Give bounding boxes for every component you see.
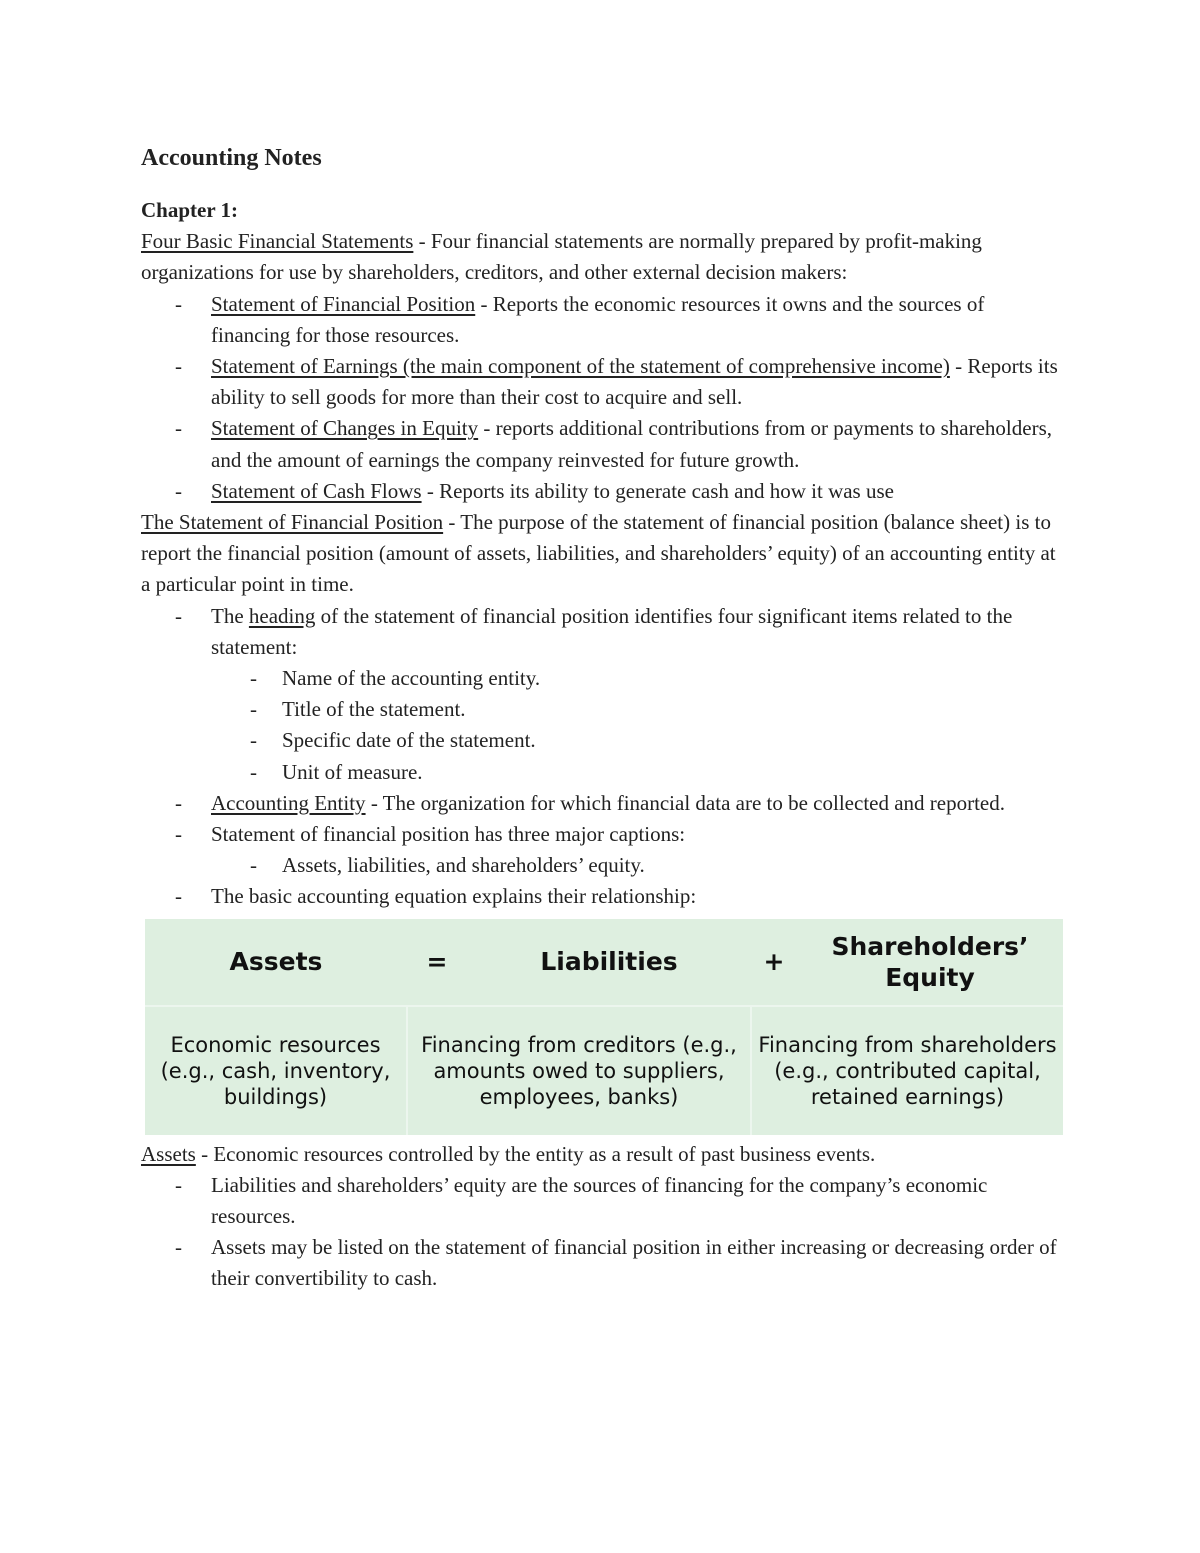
list-item-heading: - The heading of the statement of financial position identifies four significant items related to the statement:: [141, 601, 1066, 663]
sub-list-item: - Title of the statement.: [141, 694, 1066, 725]
equity-description: Financing from shareholders (e.g., contributed capital, retained earnings): [751, 1006, 1063, 1135]
dash-bullet: -: [250, 666, 257, 691]
list-item: - Statement of Changes in Equity - reports additional contributions from or payments to shareholders, and the amount of earnings the company reinvested for future growth.: [141, 413, 1066, 475]
term: Statement of Cash Flows: [211, 478, 422, 503]
equity-heading: Shareholders’ Equity: [831, 931, 1029, 992]
dash-bullet: -: [250, 728, 257, 753]
paragraph-assets: Assets - Economic resources controlled by the entity as a result of past business events.: [141, 1141, 876, 1166]
sub-list-item: - Unit of measure.: [141, 757, 1066, 788]
term-four-basic-statements: Four Basic Financial Statements: [141, 229, 414, 254]
equals-sign: =: [426, 947, 448, 977]
paragraph-statement-financial-position: The Statement of Financial Position - The purpose of the statement of financial position (balance sheet) is to report the financial position (amount of assets, liabilities, and shareholders’ equity) of an accounting entity at a particular point in time.: [141, 510, 1056, 597]
list-item-captions: - Statement of financial position has three major captions:: [141, 819, 1066, 850]
chapter-heading: Chapter 1:: [141, 198, 239, 222]
document-title: Accounting Notes: [141, 145, 322, 171]
dash-bullet: -: [175, 603, 182, 628]
accounting-equation-table: [145, 919, 1063, 1135]
list-item: - Assets may be listed on the statement of financial position in either increasing or decreasing order of their convertibility to cash.: [141, 1232, 1066, 1294]
plus-sign: +: [763, 947, 785, 977]
list-item: - Liabilities and shareholders’ equity are the sources of financing for the company’s economic resources.: [141, 1170, 1066, 1232]
equation-header-row: [145, 919, 1063, 1006]
sub-list-item: - Name of the accounting entity.: [141, 663, 1066, 694]
sub-list-item: - Specific date of the statement.: [141, 725, 1066, 756]
dash-bullet: -: [175, 1172, 182, 1197]
assets-description: Economic resources (e.g., cash, inventory, buildings): [145, 1006, 407, 1135]
dash-bullet: -: [175, 884, 182, 909]
dash-bullet: -: [250, 759, 257, 784]
dash-bullet: -: [175, 416, 182, 441]
document-body: [141, 138, 1066, 1295]
term-heading: heading: [248, 603, 316, 628]
term-statement-financial-position: The Statement of Financial Position: [141, 510, 444, 535]
term: Statement of Earnings (the main component of the statement of comprehensive income): [211, 354, 950, 379]
list-item: - Statement of Cash Flows - Reports its ability to generate cash and how it was use: [141, 476, 1066, 507]
dash-bullet: -: [250, 697, 257, 722]
list-item-accounting-entity: - Accounting Entity - The organization for which financial data are to be collected and reported.: [141, 788, 1066, 819]
list-item: - Statement of Earnings (the main component of the statement of comprehensive income) - Reports its ability to sell goods for more than their cost to acquire and sell.: [141, 351, 1066, 413]
dash-bullet: -: [175, 1235, 182, 1260]
liabilities-heading: Liabilities: [540, 947, 678, 977]
list-item: - Statement of Financial Position - Reports the economic resources it owns and the sources of financing for those resources.: [141, 289, 1066, 351]
paragraph-four-statements: Four Basic Financial Statements - Four financial statements are normally prepared by profit-making organizations for use by shareholders, creditors, and other external decision makers:: [141, 229, 982, 285]
term-accounting-entity: Accounting Entity: [211, 790, 366, 815]
term-assets: Assets: [141, 1141, 196, 1166]
list-item-equation: - The basic accounting equation explains their relationship:: [141, 881, 1066, 912]
liabilities-description: Financing from creditors (e.g., amounts owed to suppliers, employees, banks): [407, 1006, 751, 1135]
assets-heading: Assets: [229, 947, 323, 977]
dash-bullet: -: [250, 853, 257, 878]
term: Statement of Financial Position: [211, 291, 476, 316]
dash-bullet: -: [175, 291, 182, 316]
dash-bullet: -: [175, 822, 182, 847]
equation-description-row: [145, 1006, 1063, 1135]
dash-bullet: -: [175, 478, 182, 503]
dash-bullet: -: [175, 354, 182, 379]
sub-list-item: - Assets, liabilities, and shareholders’ equity.: [141, 850, 1066, 881]
dash-bullet: -: [175, 790, 182, 815]
term: Statement of Changes in Equity: [211, 416, 479, 441]
